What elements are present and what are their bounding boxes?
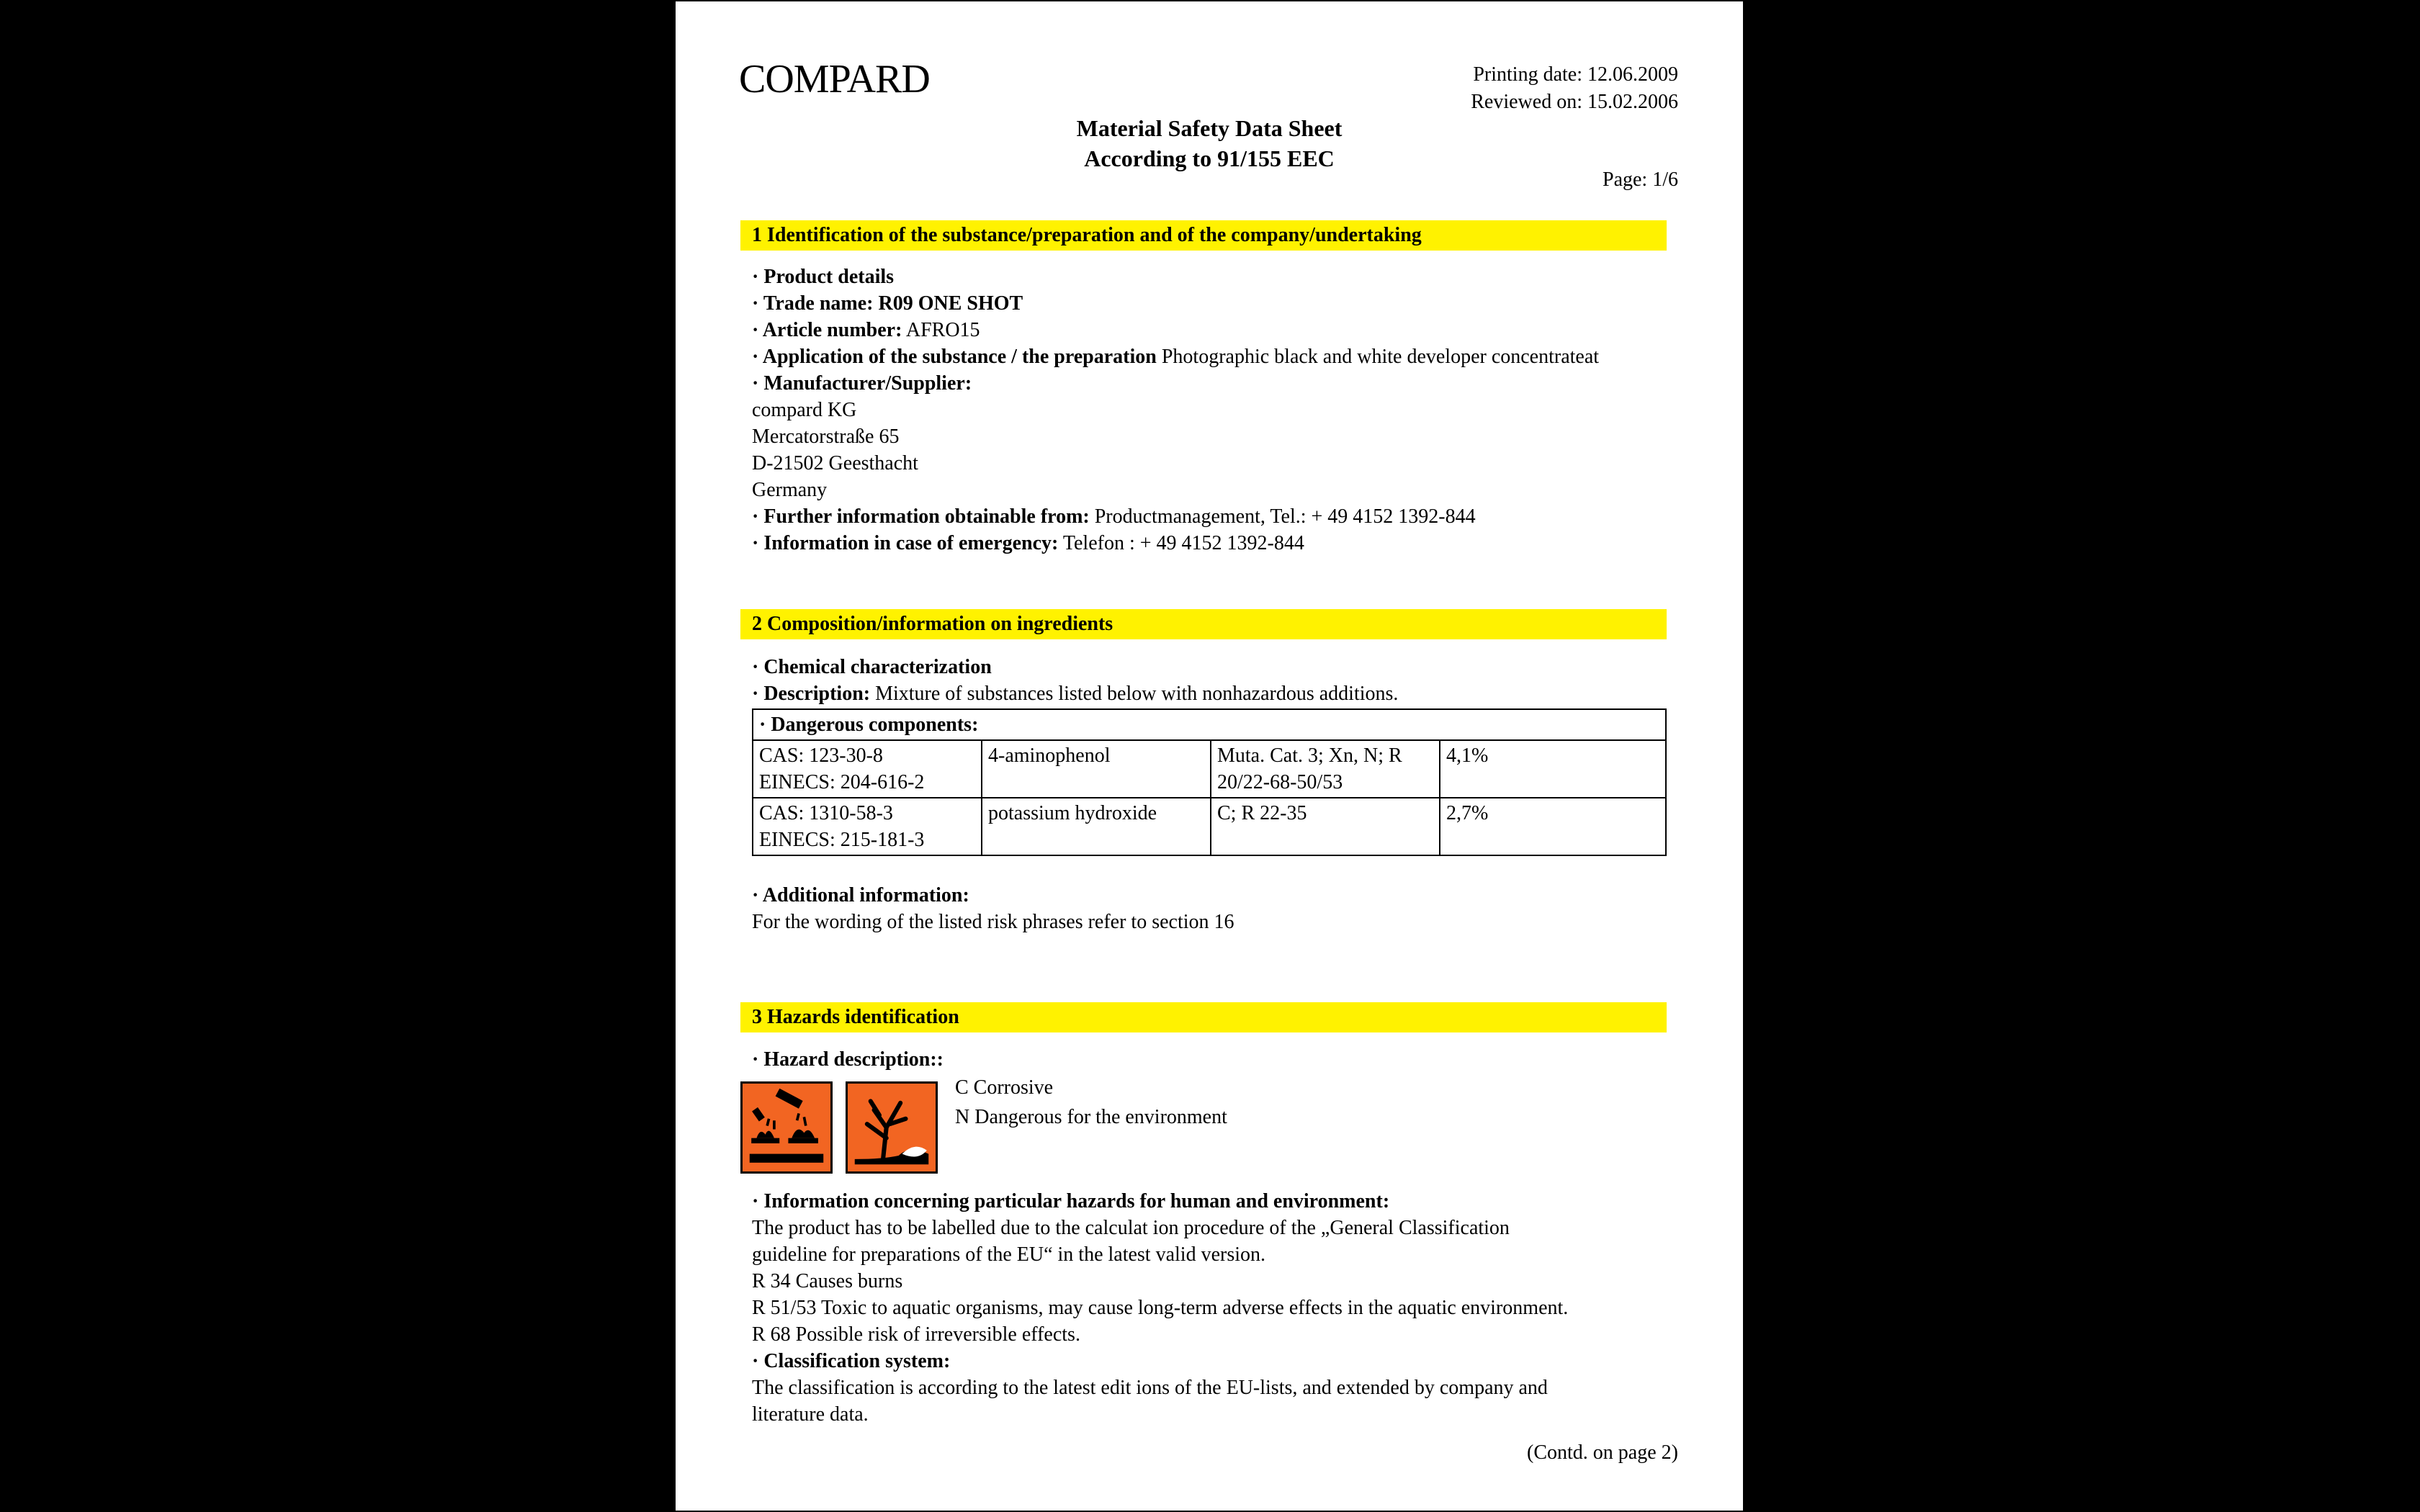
classification-cell <box>1211 740 1440 798</box>
trade-name: · Trade name: R09 ONE SHOT <box>752 292 1023 315</box>
cas-number: CAS: 123-30-8 <box>759 744 883 767</box>
description-value: Mixture of substances listed below with nonhazardous additions. <box>870 683 1399 705</box>
hazard-info-line: R 51/53 Toxic to aquatic organisms, may cause long-term adverse effects in the aquatic environment. <box>752 1297 1569 1319</box>
application-label: · Application of the substance / the preparation <box>752 346 1157 368</box>
company-logo: COMPARD <box>739 57 930 102</box>
emergency-value: Telefon : + 49 4152 1392-844 <box>1058 532 1304 554</box>
classification-system-label: · Classification system: <box>752 1350 951 1372</box>
section-3-heading: 3 Hazards identification <box>740 1002 1667 1032</box>
section-2-heading: 2 Composition/information on ingredients <box>740 609 1667 639</box>
continued-note: (Contd. on page 2) <box>1527 1441 1678 1464</box>
substance-name: 4-aminophenol <box>982 740 1211 798</box>
address-line: compard KG <box>752 399 857 421</box>
hazard-info-line: R 68 Possible risk of irreversible effects. <box>752 1323 1080 1346</box>
table-row <box>753 798 1666 855</box>
chemical-characterization: · Chemical characterization <box>752 656 992 678</box>
corrosive-label: C Corrosive <box>955 1076 1054 1099</box>
manufacturer-label: · Manufacturer/Supplier: <box>752 372 972 395</box>
article-number-value: AFRO15 <box>902 319 980 341</box>
cas-cell <box>753 740 982 798</box>
percentage: 2,7% <box>1440 798 1666 855</box>
classification-line: 20/22-68-50/53 <box>1217 771 1343 793</box>
hazard-info-label: · Information concerning particular hazards for human and environment: <box>752 1190 1390 1212</box>
description <box>752 680 1398 707</box>
further-info-label: · Further information obtainable from: <box>752 505 1090 528</box>
section-1-heading: 1 Identification of the substance/preparation and of the company/undertaking <box>740 220 1667 251</box>
cas-number: CAS: 1310-58-3 <box>759 802 893 824</box>
classification-cell <box>1211 798 1440 855</box>
substance-name: potassium hydroxide <box>982 798 1211 855</box>
corrosive-icon <box>740 1081 833 1174</box>
classification-line: C; R 22-35 <box>1217 802 1307 824</box>
emergency-label: · Information in case of emergency: <box>752 532 1059 554</box>
hazard-info-line: guideline for preparations of the EU“ in the latest valid version. <box>752 1243 1266 1266</box>
classification-line: literature data. <box>752 1403 869 1426</box>
emergency-info <box>752 530 1304 557</box>
environment-label: N Dangerous for the environment <box>955 1106 1227 1128</box>
printing-date: Printing date: 12.06.2009 <box>1473 63 1678 86</box>
classification-line: Muta. Cat. 3; Xn, N; R <box>1217 744 1402 767</box>
description-label: · Description: <box>752 683 871 705</box>
table-row <box>753 740 1666 798</box>
cas-cell <box>753 798 982 855</box>
further-info <box>752 503 1476 530</box>
article-number-label: · Article number: <box>752 319 902 341</box>
further-info-value: Productmanagement, Tel.: + 49 4152 1392-844 <box>1089 505 1476 528</box>
hazard-info-line: R 34 Causes burns <box>752 1270 903 1292</box>
document-title: Material Safety Data Sheet <box>1076 115 1343 141</box>
additional-info-label: · Additional information: <box>752 884 969 906</box>
document-subtitle: According to 91/155 EEC <box>1084 145 1335 171</box>
percentage: 4,1% <box>1440 740 1666 798</box>
reviewed-date: Reviewed on: 15.02.2006 <box>1471 91 1678 113</box>
table-header: · Dangerous components: <box>753 709 1666 740</box>
article-number <box>752 317 980 343</box>
page-number: Page: 1/6 <box>1603 168 1678 191</box>
additional-info-value: For the wording of the listed risk phrases refer to section 16 <box>752 911 1234 933</box>
hazard-info-line: The product has to be labelled due to the calculat ion procedure of the „General Classification <box>752 1217 1510 1239</box>
dangerous-components-table <box>752 708 1667 856</box>
einecs-number: EINECS: 215-181-3 <box>759 829 925 851</box>
hazard-description-label: · Hazard description:: <box>752 1048 944 1071</box>
dangerous-for-environment-icon <box>846 1081 938 1174</box>
address-line: Mercatorstraße 65 <box>752 426 900 448</box>
einecs-number: EINECS: 204-616-2 <box>759 771 925 793</box>
document-page <box>676 1 1743 1511</box>
application-value: Photographic black and white developer concentrateat <box>1156 346 1600 368</box>
application <box>752 343 1599 370</box>
product-details-label: · Product details <box>752 266 895 288</box>
address-line: D-21502 Geesthacht <box>752 452 918 474</box>
classification-line: The classification is according to the latest edit ions of the EU-lists, and extended by company and <box>752 1377 1548 1399</box>
address-line: Germany <box>752 479 828 501</box>
